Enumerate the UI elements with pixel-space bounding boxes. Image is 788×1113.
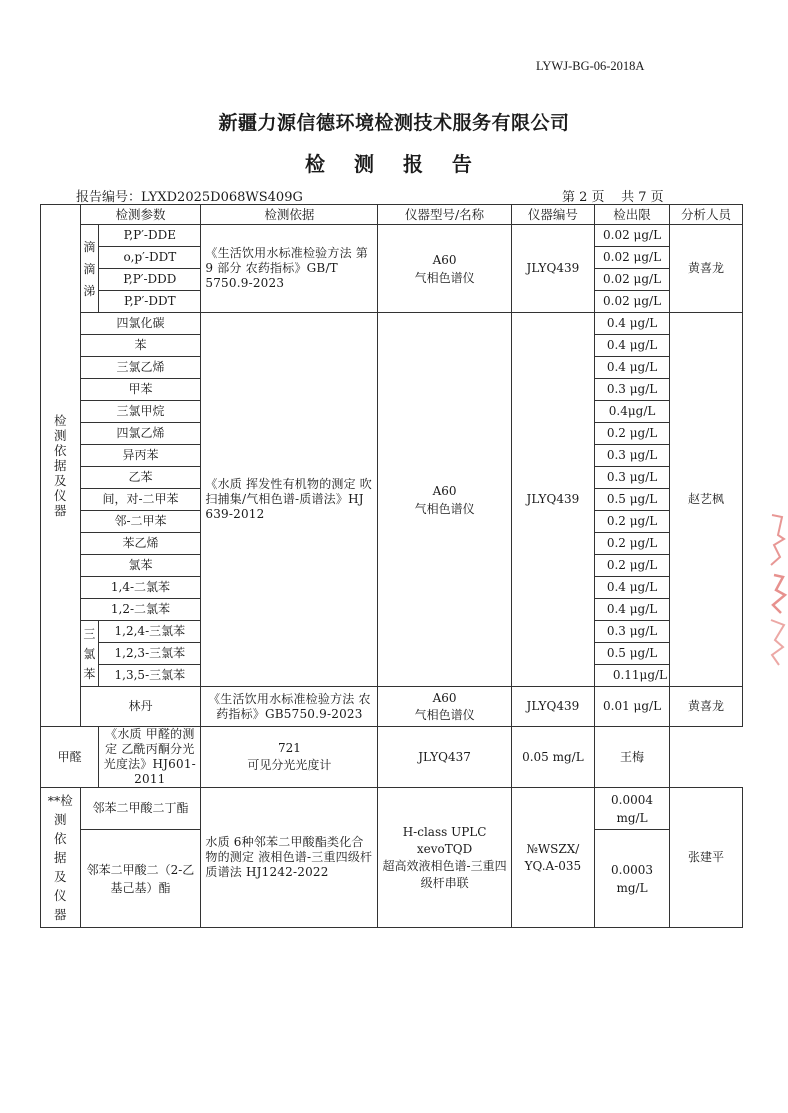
report-title: 检 测 报 告	[305, 152, 483, 176]
param-name: 1,2-二氯苯	[80, 599, 201, 621]
detection-limit: 0.0004 mg/L	[595, 788, 670, 830]
inst-no-lindane: JLYQ439	[511, 687, 594, 727]
basis-lindane: 《生活饮用水标准检验方法 农药指标》GB5750.9-2023	[201, 687, 378, 727]
param-name: 林丹	[80, 687, 201, 727]
param-name: o,p′-DDT	[99, 247, 201, 269]
param-name: 苯乙烯	[80, 533, 201, 555]
detection-limit: 0.2 μg/L	[595, 423, 670, 445]
header-basis: 检测依据	[201, 205, 378, 225]
param-name: 乙苯	[80, 467, 201, 489]
param-name: 邻-二甲苯	[80, 511, 201, 533]
param-name: 邻苯二甲酸二丁酯	[80, 788, 201, 830]
table-row	[41, 225, 743, 247]
basis-phthalates: 水质 6种邻苯二甲酸酯类化合物的测定 液相色谱-三重四级杆质谱法 HJ1242-2022	[201, 788, 378, 928]
report-number: 报告编号：LYXD2025D068WS409G	[76, 190, 303, 205]
param-name: 邻苯二甲酸二（2-乙基己基）酯	[80, 830, 201, 928]
detection-limit: 0.02 μg/L	[595, 247, 670, 269]
param-name: 苯	[80, 335, 201, 357]
param-name: 1,4-二氯苯	[80, 577, 201, 599]
param-name: 三氯乙烯	[80, 357, 201, 379]
param-name: 甲醛	[41, 727, 99, 788]
detection-limit: 0.5 μg/L	[595, 643, 670, 665]
header-instrument: 仪器型号/名称	[378, 205, 511, 225]
detection-limit: 0.2 μg/L	[595, 555, 670, 577]
page-info: 第 2 页 共 7 页	[562, 190, 664, 205]
param-name: 1,2,4-三氯苯	[99, 621, 201, 643]
test-basis-table	[40, 204, 743, 928]
analyst-voc: 赵艺枫	[670, 313, 743, 687]
detection-limit: 0.3 μg/L	[595, 621, 670, 643]
detection-limit: 0.05 mg/L	[511, 727, 594, 788]
analyst-phthalates: 张建平	[670, 788, 743, 928]
detection-limit: 0.11μg/L	[595, 665, 670, 687]
table-header-row	[41, 205, 743, 225]
inst-no-phthalates: №WSZX/ YQ.A-035	[511, 788, 594, 928]
instrument-ddt: A60 气相色谱仪	[378, 225, 511, 313]
group-label-tcb: 三 氯 苯	[80, 621, 99, 687]
group-label-ddt: 滴 滴 涕	[80, 225, 99, 313]
param-name: 1,3,5-三氯苯	[99, 665, 201, 687]
document-code: LYWJ-BG-06-2018A	[536, 59, 645, 73]
param-name: 异丙苯	[80, 445, 201, 467]
inst-no-voc: JLYQ439	[511, 313, 594, 687]
param-name: 甲苯	[80, 379, 201, 401]
inst-no-ddt: JLYQ439	[511, 225, 594, 313]
basis-ddt: 《生活饮用水标准检验方法 第 9 部分 农药指标》GB/T 5750.9-2023	[201, 225, 378, 313]
detection-limit: 0.4 μg/L	[595, 335, 670, 357]
inst-no-formaldehyde: JLYQ437	[378, 727, 511, 788]
table-row	[41, 788, 743, 830]
param-name: 1,2,3-三氯苯	[99, 643, 201, 665]
instrument-voc: A60 气相色谱仪	[378, 313, 511, 687]
detection-limit: 0.5 μg/L	[595, 489, 670, 511]
analyst-ddt: 黄喜龙	[670, 225, 743, 313]
detection-limit: 0.02 μg/L	[595, 269, 670, 291]
header-analyst: 分析人员	[670, 205, 743, 225]
detection-limit: 0.2 μg/L	[595, 511, 670, 533]
detection-limit: 0.4 μg/L	[595, 357, 670, 379]
analyst-lindane: 黄喜龙	[670, 687, 743, 727]
param-name: 间，对-二甲苯	[80, 489, 201, 511]
header-param: 检测参数	[80, 205, 201, 225]
detection-limit: 0.3 μg/L	[595, 467, 670, 489]
basis-voc: 《水质 挥发性有机物的测定 吹扫捕集/气相色谱-质谱法》HJ 639-2012	[201, 313, 378, 687]
param-name: 氯苯	[80, 555, 201, 577]
detection-limit: 0.3 μg/L	[595, 379, 670, 401]
company-name: 新疆力源信德环境检测技术服务有限公司	[218, 112, 570, 134]
analyst-formaldehyde: 王梅	[595, 727, 670, 788]
param-name: 四氯乙烯	[80, 423, 201, 445]
detection-limit: 0.4 μg/L	[595, 599, 670, 621]
param-name: 三氯甲烷	[80, 401, 201, 423]
instrument-lindane: A60 气相色谱仪	[378, 687, 511, 727]
param-name: P,P′-DDE	[99, 225, 201, 247]
detection-limit: 0.01 μg/L	[595, 687, 670, 727]
param-name: P,P′-DDD	[99, 269, 201, 291]
instrument-phthalates: H-class UPLC xevoTQD 超高效液相色谱-三重四级杆串联	[378, 788, 511, 928]
detection-limit: 0.4 μg/L	[595, 313, 670, 335]
detection-limit: 0.4μg/L	[595, 401, 670, 423]
side-label-1: 检 测 依 据 及 仪 器	[41, 205, 81, 727]
param-name: 四氯化碳	[80, 313, 201, 335]
instrument-formaldehyde: 721 可见分光光度计	[201, 727, 378, 788]
detection-limit: 0.02 μg/L	[595, 291, 670, 313]
seal-stamp-fragment	[768, 505, 788, 670]
header-inst-no: 仪器编号	[511, 205, 594, 225]
param-name: P,P′-DDT	[99, 291, 201, 313]
detection-limit: 0.3 μg/L	[595, 445, 670, 467]
table-row	[41, 313, 743, 335]
basis-formaldehyde: 《水质 甲醛的测定 乙酰丙酮分光光度法》HJ601-2011	[99, 727, 201, 788]
detection-limit: 0.02 μg/L	[595, 225, 670, 247]
table-row	[41, 687, 743, 727]
detection-limit: 0.0003 mg/L	[595, 830, 670, 928]
detection-limit: 0.2 μg/L	[595, 533, 670, 555]
header-limit: 检出限	[595, 205, 670, 225]
side-label-2: **检 测 依 据 及 仪 器	[41, 788, 81, 928]
detection-limit: 0.4 μg/L	[595, 577, 670, 599]
table-row	[41, 727, 743, 788]
